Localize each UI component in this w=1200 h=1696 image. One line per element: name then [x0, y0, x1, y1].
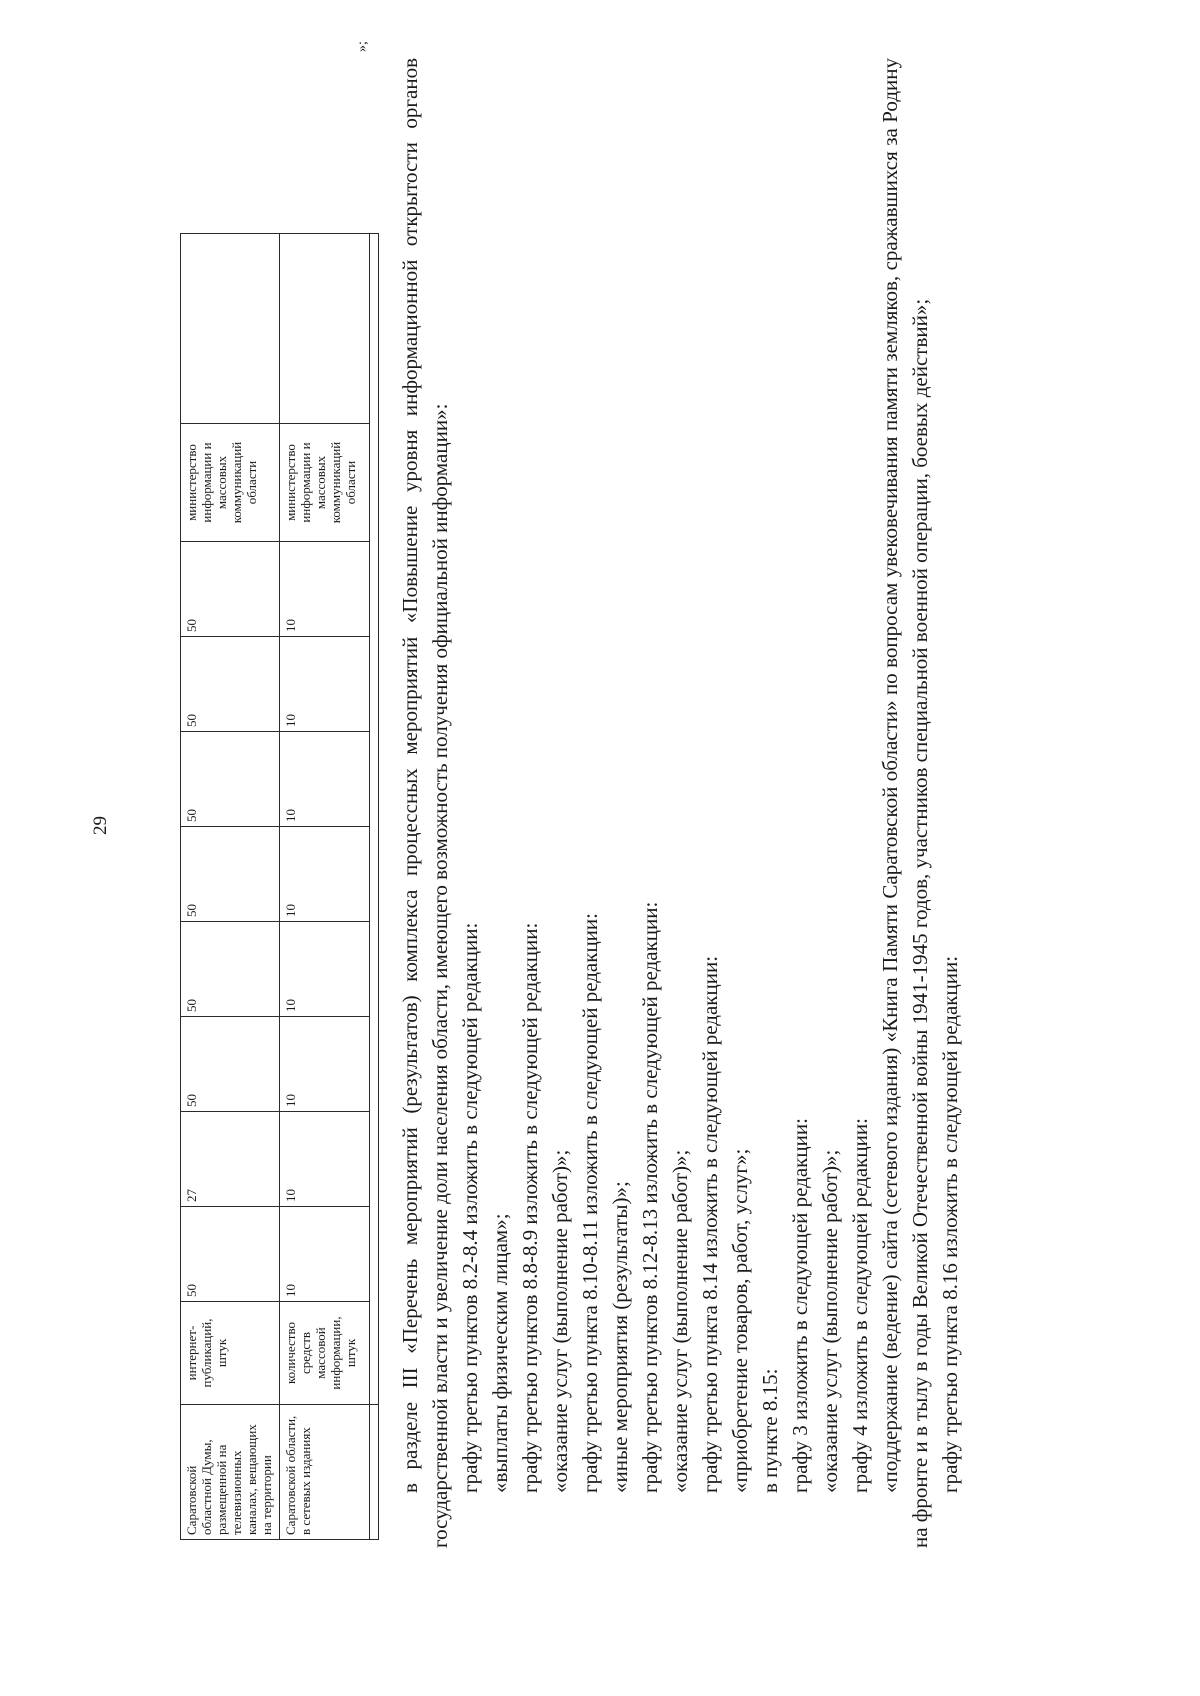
- table-closing-quote: »;: [355, 41, 370, 52]
- indicators-table: [180, 233, 379, 1540]
- table-cell: Саратовской области, в сетевых изданиях: [280, 1405, 370, 1540]
- paragraph: «выплаты физическим лицам»;: [488, 1213, 512, 1493]
- table-cell: 10: [280, 922, 370, 1017]
- paragraph: «приобретение товаров, работ, услуг»;: [728, 1148, 752, 1493]
- table-row: [370, 234, 379, 1540]
- table-cell: 10: [280, 1112, 370, 1207]
- table-row: [280, 234, 370, 1540]
- table-cell: 50: [181, 542, 280, 637]
- table-cell: количество средств массовой информации, штук: [280, 1302, 370, 1405]
- paragraph: «оказание услуг (выполнение работ)»;: [818, 1149, 842, 1493]
- paragraph: «оказание услуг (выполнение работ)»;: [548, 1149, 572, 1493]
- table-cell: 10: [280, 827, 370, 922]
- paragraph: графу третью пунктов 8.8-8.9 изложить в следующей редакции:: [518, 922, 542, 1493]
- table-cell: 10: [280, 1207, 370, 1302]
- paragraph: графу третью пунктов 8.12-8.13 изложить в следующей редакции:: [638, 901, 662, 1493]
- table-cell: 50: [181, 637, 280, 732]
- paragraph: в разделе III «Перечень мероприятий (результатов) комплекса процессных мероприятий «Повышение уровня информационной открытости органов государственной власти и увеличение доли населения области, имеющего возможность получения официальной информации»:: [398, 58, 452, 1548]
- table-cell: 10: [280, 732, 370, 827]
- paragraph: графу третью пункта 8.14 изложить в следующей редакции:: [698, 955, 722, 1493]
- table-cell: 50: [181, 827, 280, 922]
- paragraph: графу 4 изложить в следующей редакции:: [848, 1118, 872, 1493]
- table-cell: 50: [181, 922, 280, 1017]
- paragraph: «иные мероприятия (результаты)»;: [608, 1181, 632, 1493]
- paragraph: в пункте 8.15:: [758, 1368, 782, 1493]
- document-body: [395, 58, 965, 1548]
- table-cell: 10: [280, 637, 370, 732]
- table-cell: министерство информации и массовых коммуникаций области: [280, 424, 370, 542]
- table-cell: [370, 1405, 379, 1540]
- table-cell: 50: [181, 1017, 280, 1112]
- table-cell: министерство информации и массовых коммуникаций области: [181, 424, 280, 542]
- page-number: 29: [90, 816, 111, 835]
- table-cell: [370, 234, 379, 1405]
- table-cell: 10: [280, 542, 370, 637]
- paragraph: графу третью пункта 8.16 изложить в следующей редакции:: [938, 955, 962, 1493]
- table-row: [181, 234, 280, 1540]
- table-cell: [280, 234, 370, 424]
- paragraph: «оказание услуг (выполнение работ)»;: [668, 1149, 692, 1493]
- table-cell: 50: [181, 732, 280, 827]
- paragraph: графу третью пунктов 8.2-8.4 изложить в следующей редакции:: [458, 922, 482, 1493]
- table-cell: 27: [181, 1112, 280, 1207]
- table-cell: 10: [280, 1017, 370, 1112]
- document-page: [90, 20, 1045, 1560]
- table-cell: [181, 234, 280, 424]
- paragraph: графу третью пункта 8.10-8.11 изложить в следующей редакции:: [578, 913, 602, 1493]
- table-cell: интернет-публикаций, штук: [181, 1302, 280, 1405]
- paragraph: «поддержание (ведение) сайта (сетевого издания) «Книга Памяти Саратовской области» по вопросам увековечивания памяти земляков, сражавшихся за Родину на фронте и в тылу в годы Великой Отечественной войны 1941-1945 годов, участников специальной военной операции, боевых действий»;: [878, 58, 932, 1548]
- table-cell: Саратовской областной Думы, размещенной на телевизионных каналах, вещающих на территории: [181, 1405, 280, 1540]
- table-cell: 50: [181, 1207, 280, 1302]
- paragraph: графу 3 изложить в следующей редакции:: [788, 1118, 812, 1493]
